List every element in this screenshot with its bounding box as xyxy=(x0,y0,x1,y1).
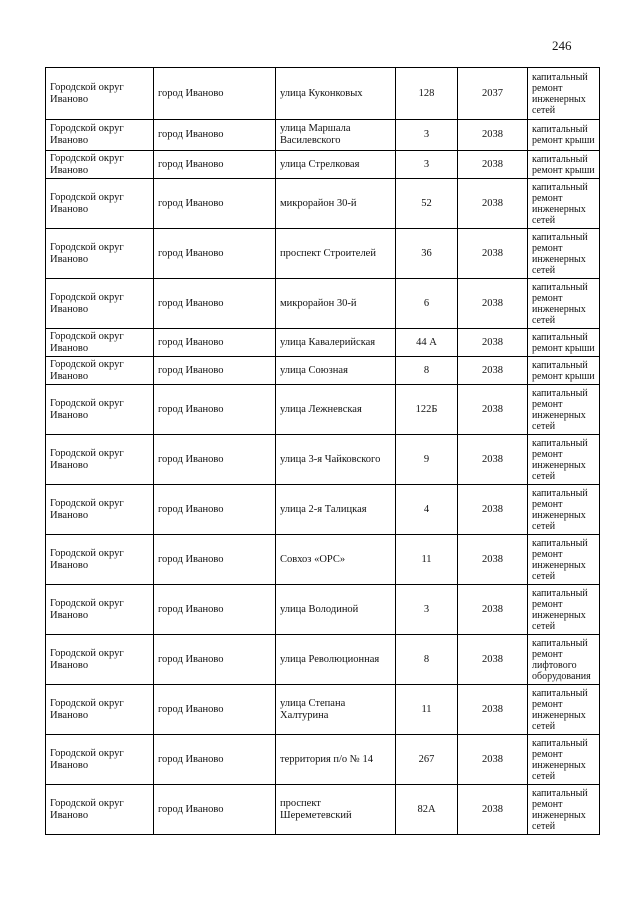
street-cell: улица 3-я Чайковского xyxy=(276,435,396,485)
street-cell: улица Стрелковая xyxy=(276,151,396,179)
house-number-cell: 36 xyxy=(396,229,458,279)
work-type-cell: капитальный ремонт инженерных сетей xyxy=(528,279,600,329)
year-cell: 2038 xyxy=(458,635,528,685)
year-cell: 2038 xyxy=(458,329,528,357)
work-type-cell: капитальный ремонт инженерных сетей xyxy=(528,535,600,585)
city-cell: город Иваново xyxy=(154,329,276,357)
street-cell: улица Революционная xyxy=(276,635,396,685)
city-cell: город Иваново xyxy=(154,685,276,735)
house-number-cell: 9 xyxy=(396,435,458,485)
table-row xyxy=(46,785,600,835)
table-row xyxy=(46,485,600,535)
city-cell: город Иваново xyxy=(154,485,276,535)
work-type-cell: капитальный ремонт инженерных сетей xyxy=(528,735,600,785)
district-cell: Городской округ Иваново xyxy=(46,279,154,329)
year-cell: 2038 xyxy=(458,735,528,785)
work-type-cell: капитальный ремонт инженерных сетей xyxy=(528,685,600,735)
district-cell: Городской округ Иваново xyxy=(46,485,154,535)
city-cell: город Иваново xyxy=(154,385,276,435)
year-cell: 2038 xyxy=(458,685,528,735)
street-cell: улица Маршала Василевского xyxy=(276,120,396,151)
year-cell: 2038 xyxy=(458,785,528,835)
city-cell: город Иваново xyxy=(154,229,276,279)
work-type-cell: капитальный ремонт инженерных сетей xyxy=(528,229,600,279)
work-type-cell: капитальный ремонт лифтового оборудования xyxy=(528,635,600,685)
table-row xyxy=(46,229,600,279)
house-number-cell: 122Б xyxy=(396,385,458,435)
table-row xyxy=(46,435,600,485)
table-row xyxy=(46,329,600,357)
street-cell: проспект Строителей xyxy=(276,229,396,279)
year-cell: 2038 xyxy=(458,535,528,585)
table-row xyxy=(46,685,600,735)
street-cell: проспект Шереметевский xyxy=(276,785,396,835)
year-cell: 2038 xyxy=(458,151,528,179)
house-number-cell: 11 xyxy=(396,535,458,585)
year-cell: 2038 xyxy=(458,279,528,329)
district-cell: Городской округ Иваново xyxy=(46,329,154,357)
table-row xyxy=(46,279,600,329)
street-cell: улица Союзная xyxy=(276,357,396,385)
table-body xyxy=(46,68,600,835)
city-cell: город Иваново xyxy=(154,279,276,329)
work-type-cell: капитальный ремонт крыши xyxy=(528,329,600,357)
city-cell: город Иваново xyxy=(154,151,276,179)
work-type-cell: капитальный ремонт инженерных сетей xyxy=(528,435,600,485)
house-number-cell: 11 xyxy=(396,685,458,735)
house-number-cell: 8 xyxy=(396,357,458,385)
district-cell: Городской округ Иваново xyxy=(46,179,154,229)
district-cell: Городской округ Иваново xyxy=(46,585,154,635)
street-cell: микрорайон 30-й xyxy=(276,279,396,329)
district-cell: Городской округ Иваново xyxy=(46,385,154,435)
house-number-cell: 8 xyxy=(396,635,458,685)
house-number-cell: 3 xyxy=(396,120,458,151)
table-row xyxy=(46,535,600,585)
district-cell: Городской округ Иваново xyxy=(46,785,154,835)
table-row xyxy=(46,179,600,229)
house-number-cell: 82А xyxy=(396,785,458,835)
page-number: 246 xyxy=(552,38,572,53)
city-cell: город Иваново xyxy=(154,535,276,585)
year-cell: 2038 xyxy=(458,357,528,385)
street-cell: Совхоз «ОРС» xyxy=(276,535,396,585)
work-type-cell: капитальный ремонт инженерных сетей xyxy=(528,179,600,229)
house-number-cell: 4 xyxy=(396,485,458,535)
house-number-cell: 267 xyxy=(396,735,458,785)
repair-schedule-table xyxy=(45,67,600,835)
district-cell: Городской округ Иваново xyxy=(46,229,154,279)
city-cell: город Иваново xyxy=(154,585,276,635)
district-cell: Городской округ Иваново xyxy=(46,635,154,685)
street-cell: микрорайон 30-й xyxy=(276,179,396,229)
table-row xyxy=(46,120,600,151)
district-cell: Городской округ Иваново xyxy=(46,535,154,585)
district-cell: Городской округ Иваново xyxy=(46,685,154,735)
work-type-cell: капитальный ремонт инженерных сетей xyxy=(528,585,600,635)
table-row xyxy=(46,357,600,385)
house-number-cell: 6 xyxy=(396,279,458,329)
year-cell: 2038 xyxy=(458,120,528,151)
work-type-cell: капитальный ремонт инженерных сетей xyxy=(528,68,600,120)
city-cell: город Иваново xyxy=(154,735,276,785)
street-cell: улица 2-я Талицкая xyxy=(276,485,396,535)
work-type-cell: капитальный ремонт инженерных сетей xyxy=(528,485,600,535)
district-cell: Городской округ Иваново xyxy=(46,68,154,120)
work-type-cell: капитальный ремонт инженерных сетей xyxy=(528,385,600,435)
house-number-cell: 128 xyxy=(396,68,458,120)
work-type-cell: капитальный ремонт крыши xyxy=(528,151,600,179)
table-row xyxy=(46,68,600,120)
district-cell: Городской округ Иваново xyxy=(46,435,154,485)
house-number-cell: 3 xyxy=(396,151,458,179)
street-cell: улица Володиной xyxy=(276,585,396,635)
year-cell: 2038 xyxy=(458,385,528,435)
street-cell: территория п/о № 14 xyxy=(276,735,396,785)
street-cell: улица Куконковых xyxy=(276,68,396,120)
city-cell: город Иваново xyxy=(154,435,276,485)
table-row xyxy=(46,151,600,179)
district-cell: Городской округ Иваново xyxy=(46,735,154,785)
city-cell: город Иваново xyxy=(154,357,276,385)
district-cell: Городской округ Иваново xyxy=(46,120,154,151)
table-row xyxy=(46,635,600,685)
house-number-cell: 52 xyxy=(396,179,458,229)
year-cell: 2038 xyxy=(458,585,528,635)
city-cell: город Иваново xyxy=(154,120,276,151)
year-cell: 2038 xyxy=(458,485,528,535)
table-row xyxy=(46,585,600,635)
table-row xyxy=(46,735,600,785)
district-cell: Городской округ Иваново xyxy=(46,357,154,385)
street-cell: улица Лежневская xyxy=(276,385,396,435)
city-cell: город Иваново xyxy=(154,68,276,120)
street-cell: улица Степана Халтурина xyxy=(276,685,396,735)
city-cell: город Иваново xyxy=(154,179,276,229)
house-number-cell: 3 xyxy=(396,585,458,635)
work-type-cell: капитальный ремонт крыши xyxy=(528,357,600,385)
year-cell: 2037 xyxy=(458,68,528,120)
house-number-cell: 44 А xyxy=(396,329,458,357)
year-cell: 2038 xyxy=(458,435,528,485)
district-cell: Городской округ Иваново xyxy=(46,151,154,179)
year-cell: 2038 xyxy=(458,229,528,279)
street-cell: улица Кавалерийская xyxy=(276,329,396,357)
work-type-cell: капитальный ремонт инженерных сетей xyxy=(528,785,600,835)
city-cell: город Иваново xyxy=(154,785,276,835)
table-row xyxy=(46,385,600,435)
work-type-cell: капитальный ремонт крыши xyxy=(528,120,600,151)
city-cell: город Иваново xyxy=(154,635,276,685)
year-cell: 2038 xyxy=(458,179,528,229)
